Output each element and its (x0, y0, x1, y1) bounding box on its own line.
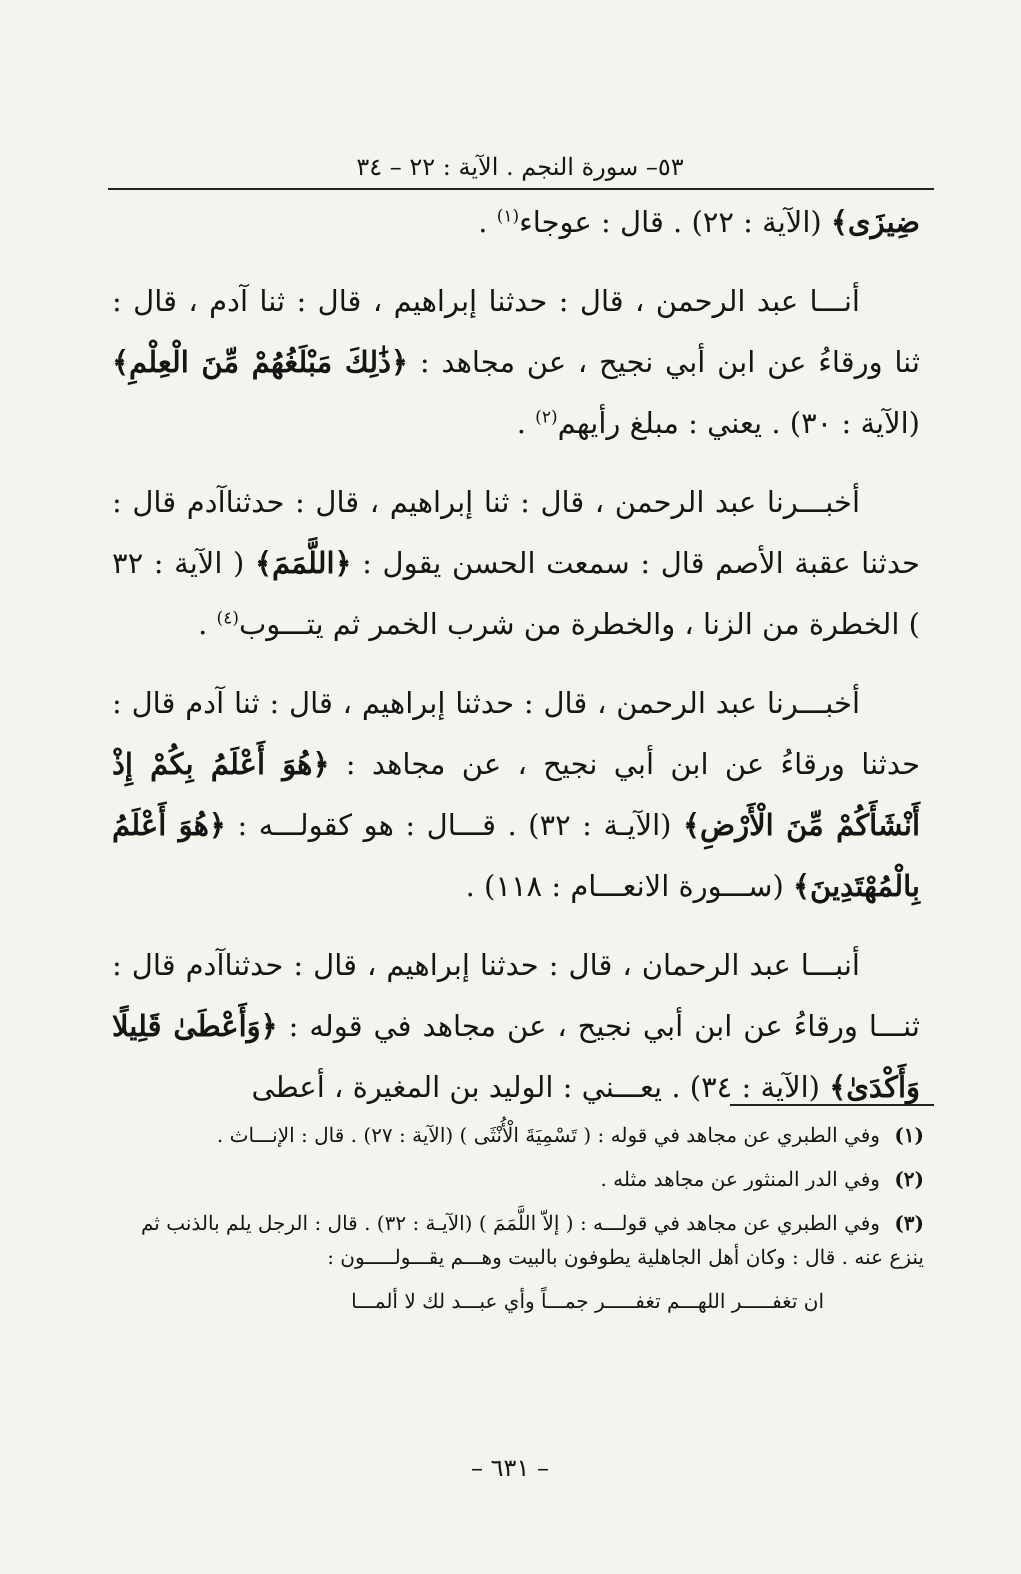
footnote-number: (١) (894, 1123, 924, 1147)
quran-quote: ﴿هُوَ أَعْلَمُ بِالْمُهْتَدِينَ﴾ (112, 808, 920, 903)
text-run: (الآية : ٢٢) . قال : عوجاء (519, 205, 831, 239)
text-run: ( الآية : ٣٢ ) الخطرة من الزنا ، والخطرة من شرب الخمر ثم يتـــوب (112, 546, 920, 641)
text-run: (الآية : ٣٤) . يعـــني : الوليد بن المغيرة ، أعطى (251, 1070, 830, 1104)
footnotes (112, 1118, 924, 1328)
poem-verse: ان تغفـــــر اللهـــم تغفـــــر جمـــاً وأي عبـــد لك لا ألمـــا (351, 1289, 824, 1313)
paragraph (112, 673, 920, 917)
text-run: أخبـــرنا عبد الرحمن ، قال : حدثنا إبراهيم ، قال : ثنا آدم قال : حدثنا ورقاءُ عن ابن أبي نجيح ، عن مجاهد : (112, 686, 920, 781)
text-run: . (198, 607, 217, 641)
quran-quote: ﴿وَأَعْطَىٰ قَلِيلًا وَأَكْدَىٰ﴾ (112, 1009, 920, 1104)
footnote-text: وفي الطبري عن مجاهد في قولـــه : ( إلاّ اللَّمَمَ ) (الآيـة : ٣٢) . قال : الرجل يلم بالذنب ثم ينزع عنه . قال : وكان أهل الجاهلية يطوفون بالبيت وهـــم يقـــولـــــون : (140, 1211, 924, 1269)
running-header: ٥٣– سورة النجم . الآية : ٢٢ – ٣٤ (356, 153, 684, 181)
quran-quote: ضِيزَى﴾ (830, 205, 920, 239)
footnote-1 (112, 1118, 924, 1152)
quran-quote: ﴿ذَٰلِكَ مَبْلَغُهُمْ مِّنَ الْعِلْمِ﴾ (112, 345, 409, 379)
text-run: (ســـورة الانعـــام : ١١٨) . (465, 869, 793, 903)
text-run: (الآية : ٣٠) . يعني : مبلغ رأيهم (557, 406, 920, 440)
footnote-3 (112, 1206, 924, 1274)
footnote-ref: (٢) (535, 407, 558, 428)
text-run: . (516, 406, 536, 440)
footnote-number: (٢) (894, 1167, 924, 1191)
header-rule (108, 188, 934, 190)
text-run: أنبـــا عبد الرحمان ، قال : حدثنا إبراهيم ، قال : حدثناآدم قال : ثنـــا ورقاءُ عن ابن أبي نجيح ، عن مجاهد في قوله : (112, 948, 920, 1043)
footnote-text: وفي الدر المنثور عن مجاهد مثله . (600, 1167, 880, 1191)
paragraph (112, 472, 920, 655)
footnote-ref: (٤) (216, 608, 239, 629)
text-run: . (478, 205, 497, 239)
footnote-text: وفي الطبري عن مجاهد في قوله : ( تَسْمِيَةَ الْأُنْثَى ) (الآية : ٢٧) . قال : الإنـــاث . (216, 1123, 880, 1147)
footnote-rule (730, 1104, 934, 1106)
footnote-ref: (١) (496, 206, 520, 227)
quran-quote: ﴿اللَّمَمَ﴾ (254, 546, 352, 580)
quran-quote: ﴿هُوَ أَعْلَمُ بِكُمْ إِذْ أَنْشَأَكُمْ مِّنَ الْأَرْضِ﴾ (112, 747, 921, 842)
paragraph (112, 192, 920, 253)
page-number: – ٦٣١ – (471, 1454, 549, 1482)
main-text (112, 192, 920, 1136)
paragraph (112, 935, 920, 1118)
footnote-number: (٣) (894, 1211, 924, 1235)
paragraph (112, 271, 920, 454)
text-run: (الآيـة : ٣٢) . قـــال : هو كقولـــه : (225, 808, 684, 842)
footnote-2 (112, 1162, 924, 1196)
text-run: أنـــا عبد الرحمن ، قال : حدثنا إبراهيم ، قال : ثنا آدم ، قال : ثنا ورقاءُ عن ابن أبي نجيح ، عن مجاهد : (112, 284, 920, 379)
text-run: أخبـــرنا عبد الرحمن ، قال : ثنا إبراهيم ، قال : حدثناآدم قال : حدثنا عقبة الأصم قال : سمعت الحسن يقول : (112, 485, 920, 580)
